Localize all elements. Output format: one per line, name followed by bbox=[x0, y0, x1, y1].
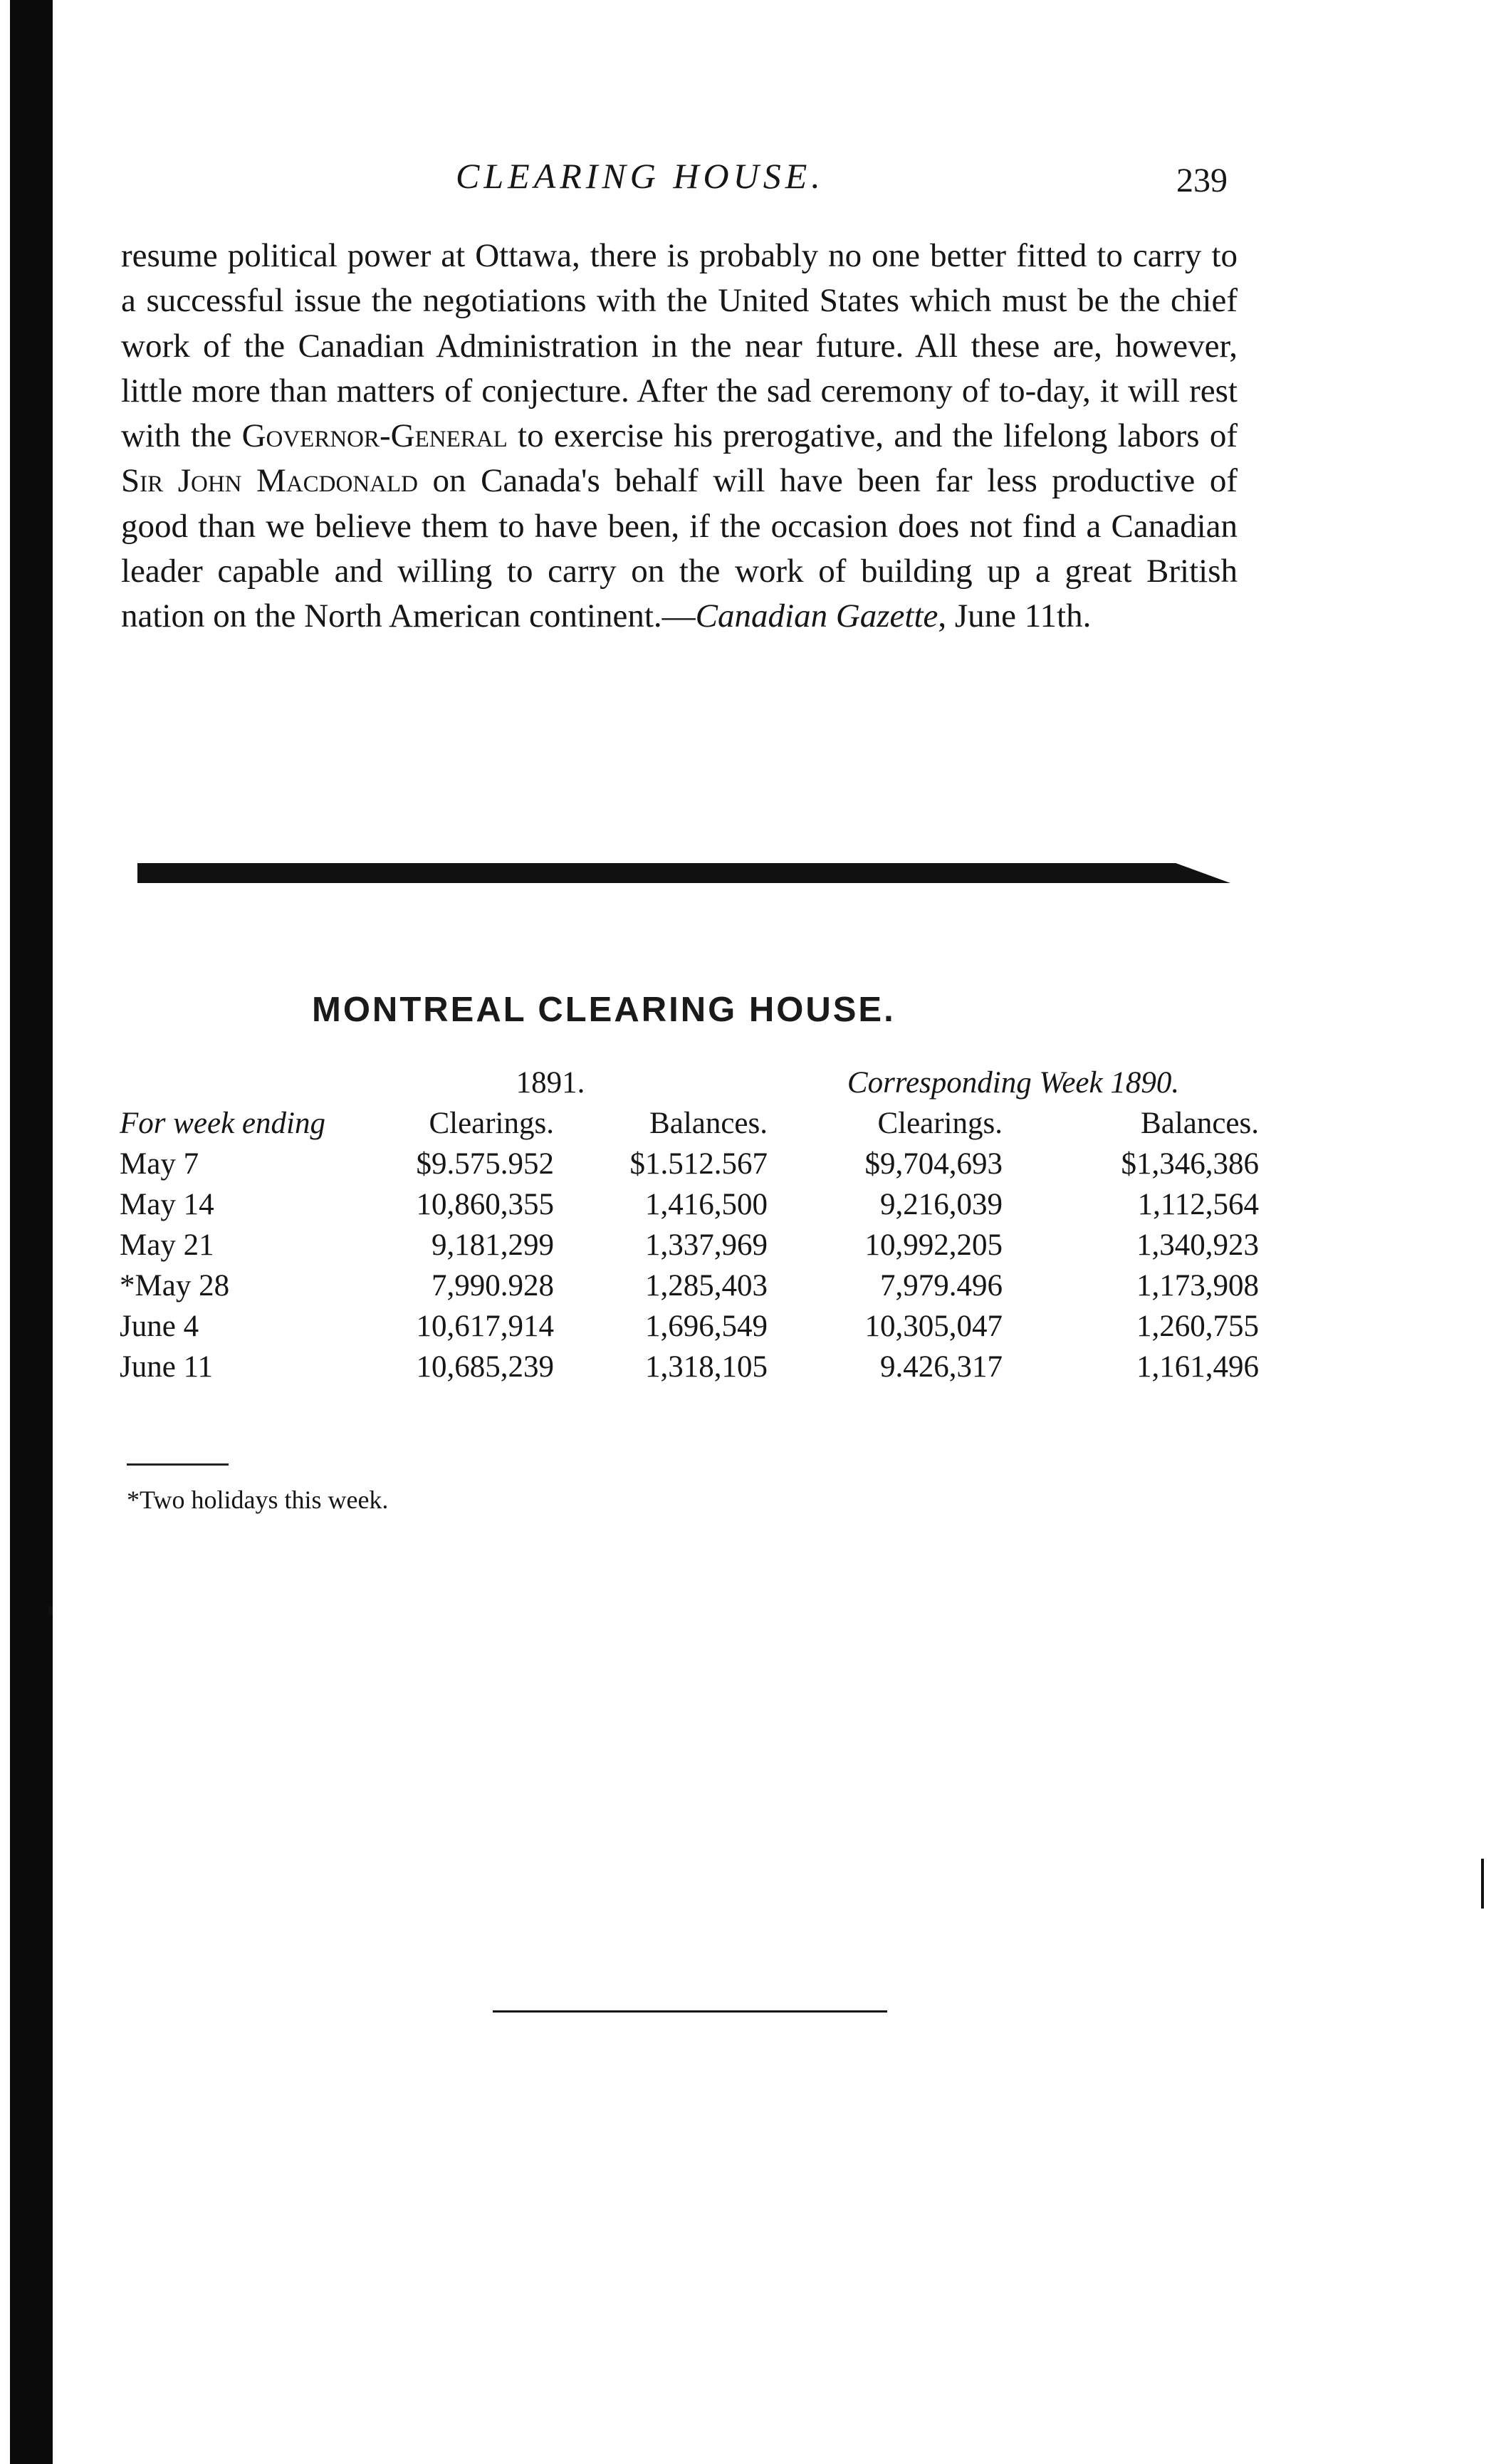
table-row bbox=[120, 1265, 1259, 1306]
section-divider-rule bbox=[137, 863, 1230, 883]
sir-john-macdonald-name: Sir John Macdonald bbox=[121, 462, 418, 500]
clearings-1890-cell: 10,992,205 bbox=[864, 1228, 1003, 1262]
table-group-header bbox=[120, 1063, 1259, 1103]
clearings-1891-cell: 10,860,355 bbox=[416, 1188, 554, 1221]
scan-mark bbox=[1481, 1859, 1484, 1909]
balances-1891-cell: $1.512.567 bbox=[629, 1147, 768, 1181]
col-balances-1890: Balances. bbox=[1141, 1107, 1259, 1140]
balances-1890-cell: 1,340,923 bbox=[1136, 1228, 1259, 1262]
clearings-1890-cell: 9.426,317 bbox=[880, 1350, 1003, 1384]
article-text: on Canada's behalf will have been far less productive of good than we believe them to have been, if the occasion does not find a Canadian leader capable and willing to carry on the work of building up a great British nation on the North American continent.— bbox=[121, 462, 1238, 635]
clearings-1890-cell: 7,979.496 bbox=[880, 1269, 1003, 1303]
clearings-1891-cell: 10,617,914 bbox=[416, 1310, 554, 1343]
source-date: , June 11th. bbox=[938, 597, 1092, 635]
footnote: *Two holidays this week. bbox=[127, 1486, 389, 1514]
week-cell: June 11 bbox=[120, 1350, 213, 1384]
running-title: CLEARING HOUSE. bbox=[456, 156, 825, 196]
clearings-1890-cell: 9,216,039 bbox=[880, 1188, 1003, 1221]
article-paragraph bbox=[121, 234, 1238, 640]
book-binding-edge bbox=[10, 0, 53, 2464]
group-1890: Corresponding Week 1890. bbox=[847, 1066, 1180, 1100]
balances-1891-cell: 1,416,500 bbox=[645, 1188, 768, 1221]
table-row bbox=[120, 1306, 1259, 1347]
clearings-1891-cell: 10,685,239 bbox=[416, 1350, 554, 1384]
col-clearings-1891: Clearings. bbox=[429, 1107, 554, 1140]
balances-1890-cell: $1,346,386 bbox=[1121, 1147, 1259, 1181]
col-week-ending: For week ending bbox=[120, 1107, 325, 1140]
end-rule bbox=[493, 2010, 887, 2013]
source-title: Canadian Gazette bbox=[695, 597, 938, 635]
clearings-1891-cell: $9.575.952 bbox=[416, 1147, 554, 1181]
page-number: 239 bbox=[1176, 162, 1228, 199]
table-row bbox=[120, 1144, 1259, 1184]
table-row bbox=[120, 1184, 1259, 1225]
balances-1890-cell: 1,260,755 bbox=[1136, 1310, 1259, 1343]
group-1891: 1891. bbox=[516, 1066, 585, 1100]
col-balances-1891: Balances. bbox=[649, 1107, 768, 1140]
table-row bbox=[120, 1225, 1259, 1265]
week-cell: *May 28 bbox=[120, 1269, 230, 1303]
article-text: to exercise his prerogative, and the lifelong labors of bbox=[507, 417, 1238, 455]
scan-mark bbox=[48, 1606, 53, 1614]
clearings-1891-cell: 7,990.928 bbox=[432, 1269, 554, 1303]
governor-general-name: Governor-General bbox=[241, 417, 508, 455]
clearings-1890-cell: 10,305,047 bbox=[864, 1310, 1003, 1343]
week-cell: June 4 bbox=[120, 1310, 199, 1343]
balances-1891-cell: 1,696,549 bbox=[645, 1310, 768, 1343]
footnote-rule bbox=[127, 1463, 229, 1466]
week-cell: May 14 bbox=[120, 1188, 214, 1221]
week-cell: May 21 bbox=[120, 1228, 214, 1262]
clearing-house-table bbox=[120, 1063, 1259, 1387]
clearings-1891-cell: 9,181,299 bbox=[432, 1228, 554, 1262]
section-heading: MONTREAL CLEARING HOUSE. bbox=[312, 991, 896, 1029]
balances-1891-cell: 1,337,969 bbox=[645, 1228, 768, 1262]
balances-1890-cell: 1,173,908 bbox=[1136, 1269, 1259, 1303]
clearings-1890-cell: $9,704,693 bbox=[864, 1147, 1003, 1181]
balances-1891-cell: 1,285,403 bbox=[645, 1269, 768, 1303]
table-row bbox=[120, 1347, 1259, 1387]
balances-1890-cell: 1,112,564 bbox=[1137, 1188, 1259, 1221]
table-column-header bbox=[120, 1103, 1259, 1144]
article-text: resume political power at Ottawa, there is probably no one better fitted to carry to a successful issue the negotiations with the United States which must be the chief work of the Canadian Administration in the near future. All these are, however, little more than matters of conjecture. After the sad ceremony of to-day, it will rest with the bbox=[121, 237, 1238, 455]
col-clearings-1890: Clearings. bbox=[877, 1107, 1003, 1140]
balances-1891-cell: 1,318,105 bbox=[645, 1350, 768, 1384]
balances-1890-cell: 1,161,496 bbox=[1136, 1350, 1259, 1384]
week-cell: May 7 bbox=[120, 1147, 199, 1181]
